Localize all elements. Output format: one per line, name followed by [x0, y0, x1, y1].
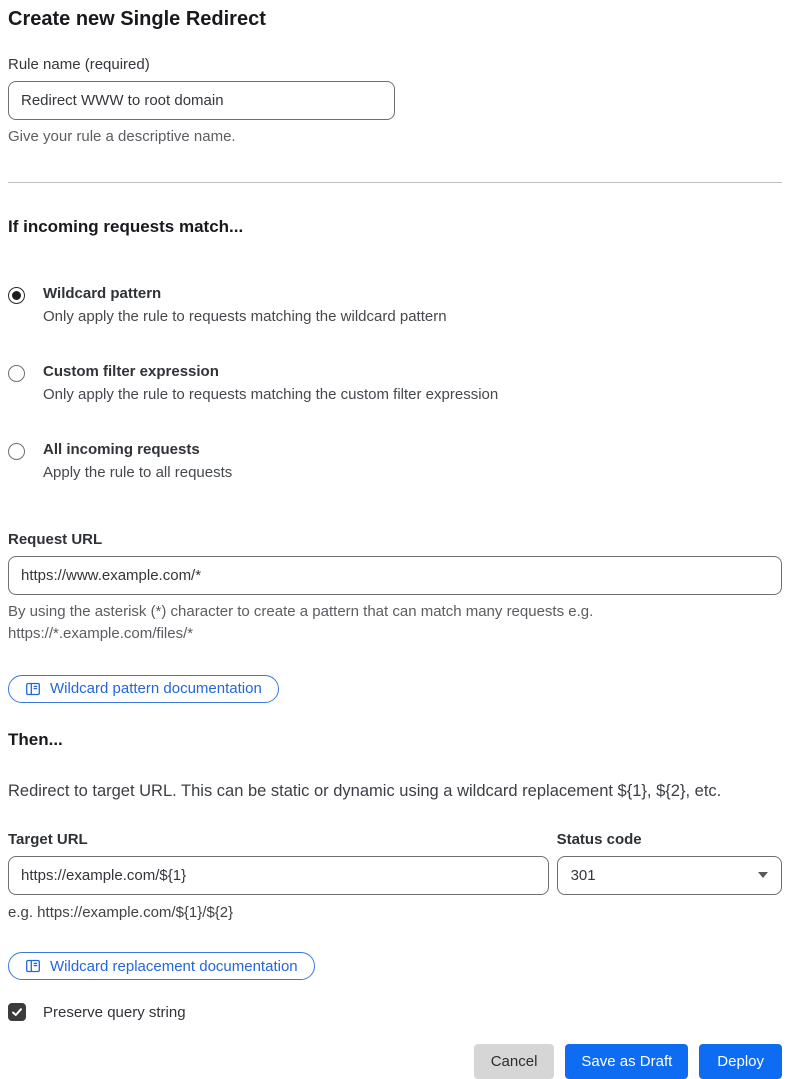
chevron-down-icon: [758, 872, 768, 878]
request-url-helper: By using the asterisk (*) character to create a pattern that can match many requests e.g. https://*.example.com/files/*: [8, 602, 594, 642]
status-code-select[interactable]: [557, 856, 782, 895]
radio-option-wildcard-pattern[interactable]: [8, 285, 782, 325]
then-description: Redirect to target URL. This can be static or dynamic using a wildcard replacement ${1}, ${2}, etc.: [8, 781, 722, 800]
then-section-heading: Then...: [8, 729, 63, 749]
wildcard-replacement-docs-button[interactable]: [8, 952, 315, 980]
radio-description: Only apply the rule to requests matching the wildcard pattern: [43, 307, 447, 325]
doc-button-label: Wildcard replacement documentation: [50, 957, 298, 975]
match-section-heading: If incoming requests match...: [8, 216, 244, 236]
preserve-query-string-label: Preserve query string: [43, 1003, 186, 1021]
status-code-value: 301: [570, 866, 596, 884]
target-status-row: [8, 831, 782, 895]
target-url-label: Target URL: [8, 830, 88, 848]
radio-label: Wildcard pattern: [43, 284, 162, 302]
rule-name-label: Rule name (required): [8, 56, 150, 73]
preserve-query-string-checkbox[interactable]: [8, 1003, 26, 1021]
radio-label: All incoming requests: [43, 440, 200, 458]
book-icon: [25, 958, 41, 974]
request-url-input[interactable]: [8, 556, 782, 595]
radio-button[interactable]: [8, 287, 25, 304]
radio-description: Apply the rule to all requests: [43, 463, 233, 481]
status-code-label: Status code: [556, 830, 642, 848]
cancel-button[interactable]: Cancel: [474, 1044, 555, 1079]
save-as-draft-button[interactable]: Save as Draft: [565, 1044, 688, 1079]
request-url-label: Request URL: [8, 530, 103, 548]
deploy-button[interactable]: Deploy: [699, 1044, 782, 1079]
rule-name-input[interactable]: [8, 81, 395, 120]
wildcard-pattern-docs-button[interactable]: [8, 675, 279, 703]
radio-button[interactable]: [8, 443, 25, 460]
target-url-input[interactable]: [8, 856, 549, 895]
target-url-helper: e.g. https://example.com/${1}/${2}: [8, 903, 234, 921]
form-actions: [8, 1044, 782, 1079]
doc-button-label: Wildcard pattern documentation: [50, 680, 262, 697]
section-divider: [8, 182, 782, 183]
radio-button[interactable]: [8, 365, 25, 382]
radio-option-all-requests[interactable]: [8, 441, 782, 481]
page-title: Create new Single Redirect: [8, 8, 266, 30]
book-icon: [25, 681, 41, 697]
rule-name-helper: Give your rule a descriptive name.: [8, 128, 236, 145]
radio-label: Custom filter expression: [43, 362, 219, 380]
preserve-query-string-row[interactable]: [8, 1003, 782, 1021]
radio-option-custom-filter[interactable]: [8, 363, 782, 403]
radio-description: Only apply the rule to requests matching the custom filter expression: [43, 385, 499, 403]
